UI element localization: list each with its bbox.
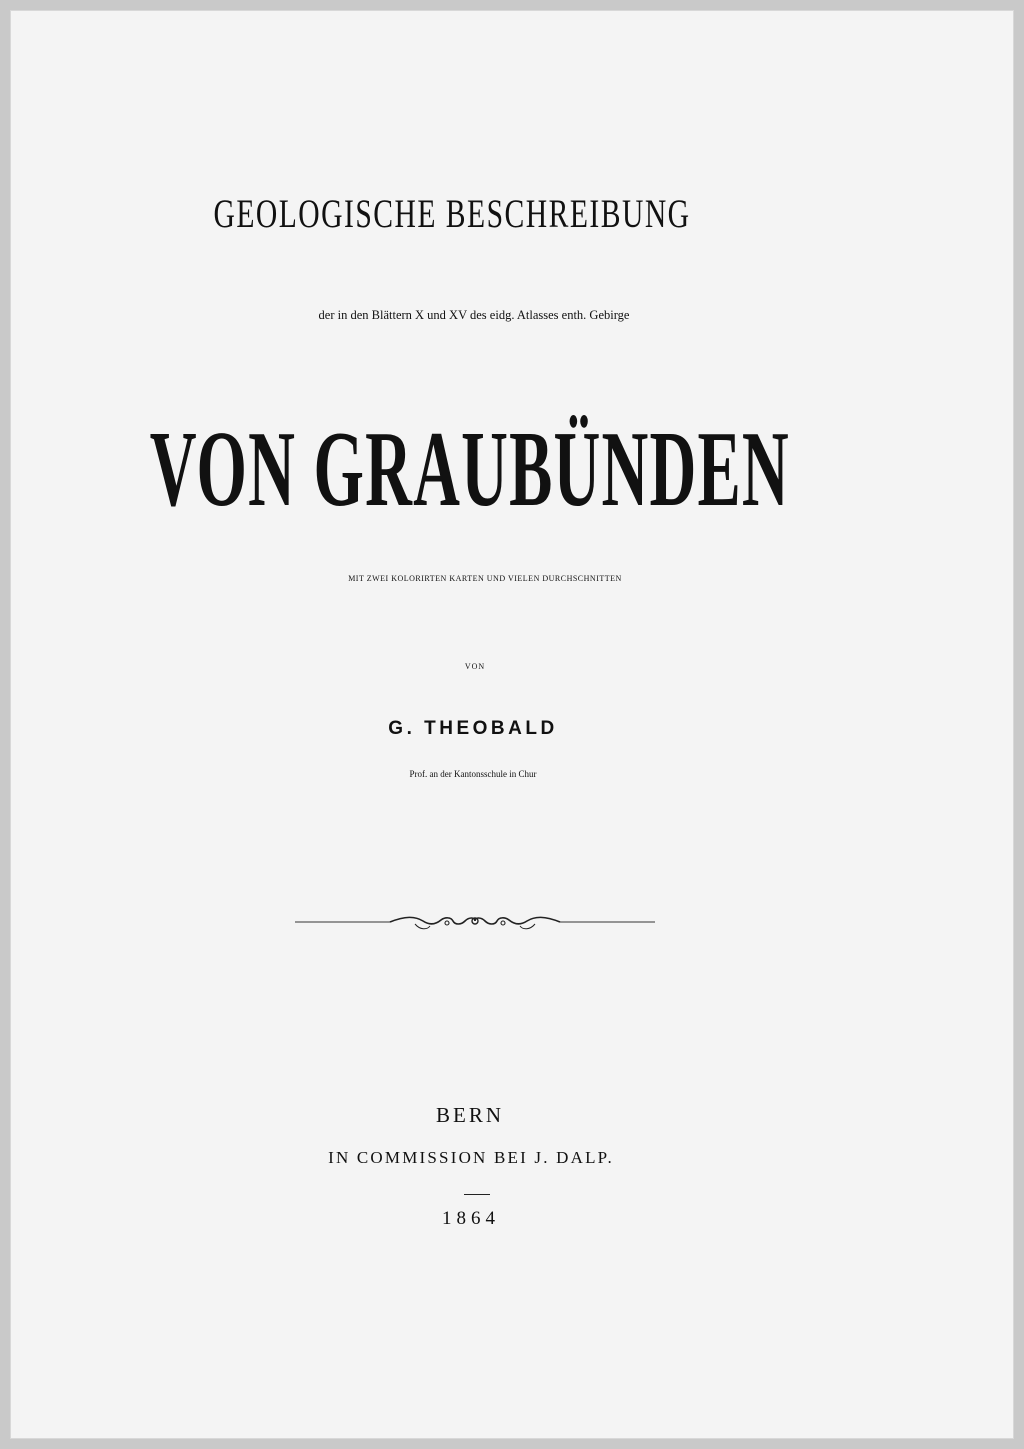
- book-subtitle: der in den Blättern X und XV des eidg. Atlasses enth. Gebirge: [318, 308, 630, 322]
- publisher-line: IN COMMISSION BEI J. DALP.: [328, 1148, 614, 1167]
- publication-year: 1864: [442, 1208, 500, 1229]
- author-name: G. THEOBALD: [388, 718, 558, 739]
- book-title: GEOLOGISCHE BESCHREIBUNG: [213, 191, 691, 236]
- maps-note: MIT ZWEI KOLORIRTEN KARTEN UND VIELEN DURCHSCHNITTEN: [348, 574, 622, 583]
- main-title: VON GRAUBÜNDEN: [149, 410, 790, 529]
- by-line: VON: [464, 662, 486, 671]
- decorative-scroll-divider-icon: [295, 908, 655, 934]
- short-divider: [464, 1194, 490, 1195]
- publication-city: BERN: [435, 1103, 504, 1127]
- author-role: Prof. an der Kantonsschule in Chur: [409, 769, 537, 779]
- title-page: [10, 10, 1014, 1439]
